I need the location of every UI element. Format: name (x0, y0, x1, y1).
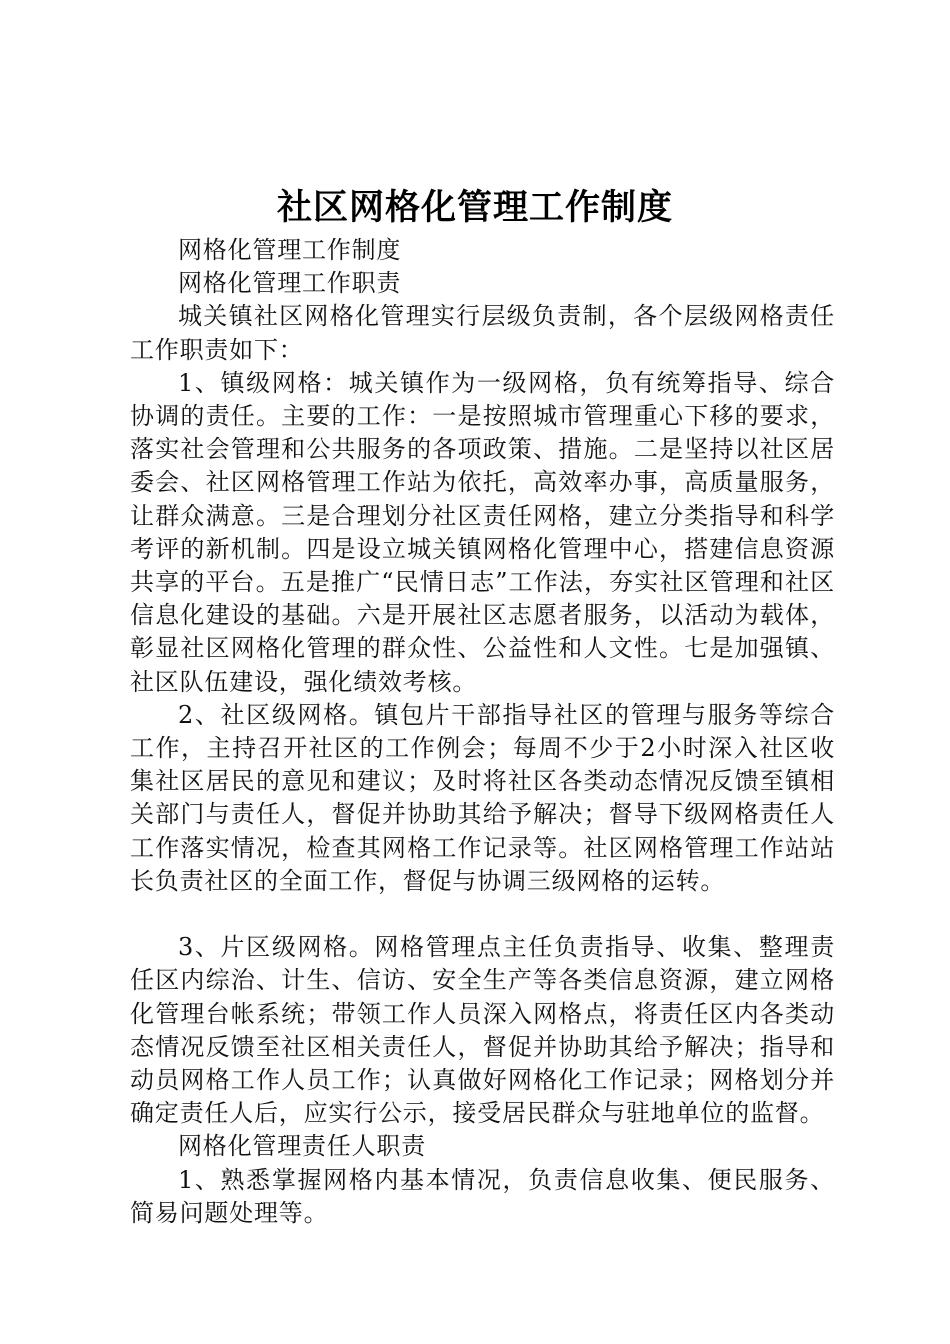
paragraph-responsible-person-1: 1、熟悉掌握网格内基本情况，负责信息收集、便民服务、简易问题处理等。 (130, 1165, 835, 1227)
paragraph-intro: 城关镇社区网格化管理实行层级负责制，各个层级网格责任工作职责如下： (130, 302, 835, 364)
paragraph-district-grid: 3、片区级网格。网格管理点主任负责指导、收集、整理责任区内综治、计生、信访、安全生产等各类信息资源，建立网格化管理台帐系统；带领工作人员深入网格点，将责任区内各类动态情况反馈至社区相关责任人，督促并协助其给予解决；指导和动员网格工作人员工作；认真做好网格化工作记录；网格划分并确定责任人后，应实行公示，接受居民群众与驻地单位的监督。 (130, 933, 835, 1128)
document-title: 社区网格化管理工作制度 (276, 188, 673, 228)
paragraph-subtitle-system: 网格化管理工作制度 (178, 236, 402, 264)
paragraph-community-grid: 2、社区级网格。镇包片干部指导社区的管理与服务等综合工作，主持召开社区的工作例会；每周不少于2小时深入社区收集社区居民的意见和建议；及时将社区各类动态情况反馈至镇相关部门与责任人，督促并协助其给予解决；督导下级网格责任人工作落实情况，检查其网格工作记录等。社区网格管理工作站站长负责社区的全面工作，督促与协调三级网格的运转。 (130, 700, 835, 895)
paragraph-subtitle-responsible-person: 网格化管理责任人职责 (178, 1132, 426, 1161)
paragraph-town-grid: 1、镇级网格：城关镇作为一级网格，负有统筹指导、综合协调的责任。主要的工作：一是按照城市管理重心下移的要求，落实社会管理和公共服务的各项政策、措施。二是坚持以社区居委会、社区网格管理工作站为依托，高效率办事，高质量服务，让群众满意。三是合理划分社区责任网格，建立分类指导和科学考评的新机制。四是设立城关镇网格化管理中心，搭建信息资源共享的平台。五是推广“民情日志”工作法，夯实社区管理和社区信息化建设的基础。六是开展社区志愿者服务，以活动为载体，彰显社区网格化管理的群众性、公益性和人文性。七是加强镇、社区队伍建设，强化绩效考核。 (130, 368, 835, 696)
paragraph-subtitle-duties: 网格化管理工作职责 (178, 269, 402, 298)
document-body (130, 234, 835, 1230)
